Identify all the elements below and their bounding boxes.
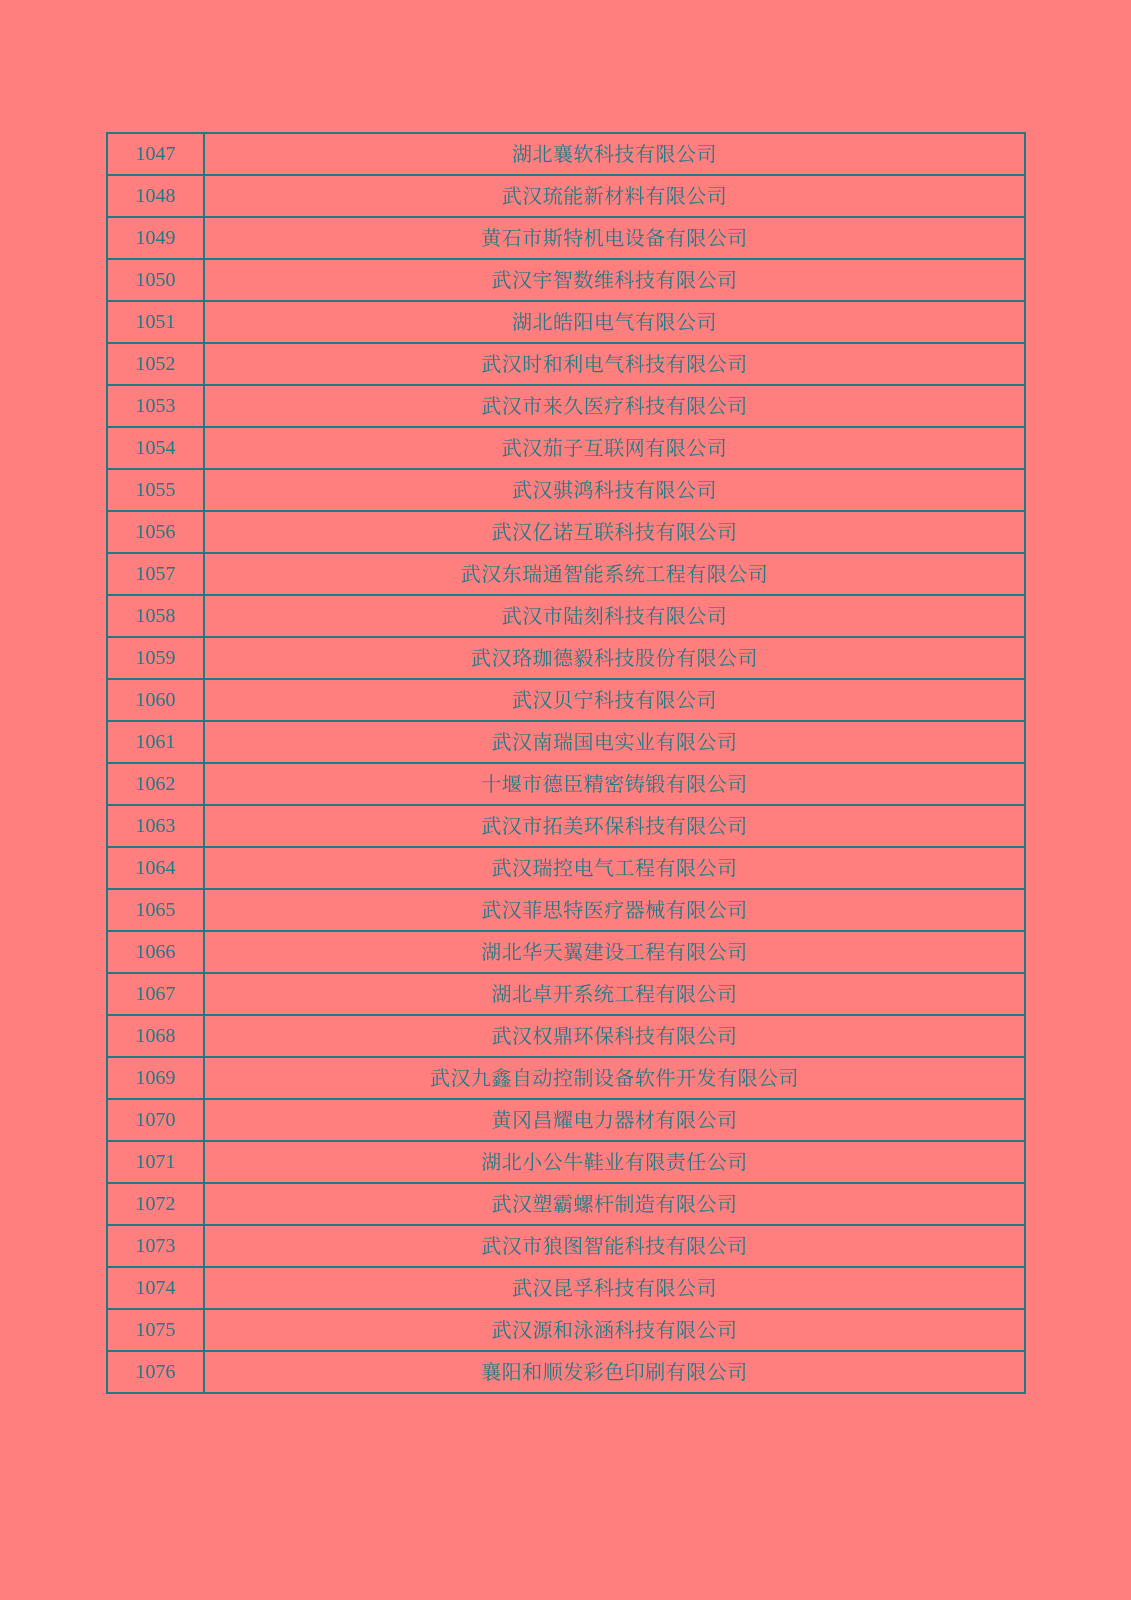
table-row	[107, 889, 1025, 931]
company-name: 武汉贝宁科技有限公司	[204, 679, 1025, 721]
company-name: 武汉琉能新材料有限公司	[204, 175, 1025, 217]
table-row	[107, 595, 1025, 637]
row-number: 1059	[107, 637, 204, 679]
row-number: 1070	[107, 1099, 204, 1141]
table-row	[107, 805, 1025, 847]
company-name: 武汉亿诺互联科技有限公司	[204, 511, 1025, 553]
company-name: 黄石市斯特机电设备有限公司	[204, 217, 1025, 259]
company-name: 湖北华天翼建设工程有限公司	[204, 931, 1025, 973]
row-number: 1068	[107, 1015, 204, 1057]
table-row	[107, 1057, 1025, 1099]
row-number: 1061	[107, 721, 204, 763]
row-number: 1060	[107, 679, 204, 721]
row-number: 1054	[107, 427, 204, 469]
company-name: 湖北襄软科技有限公司	[204, 133, 1025, 175]
company-name: 武汉市陆刻科技有限公司	[204, 595, 1025, 637]
table-row	[107, 973, 1025, 1015]
company-name: 武汉权鼎环保科技有限公司	[204, 1015, 1025, 1057]
table-row	[107, 217, 1025, 259]
company-list-table	[106, 132, 1026, 1394]
company-name: 湖北卓开系统工程有限公司	[204, 973, 1025, 1015]
row-number: 1050	[107, 259, 204, 301]
company-name: 襄阳和顺发彩色印刷有限公司	[204, 1351, 1025, 1393]
row-number: 1072	[107, 1183, 204, 1225]
table-row	[107, 259, 1025, 301]
table-row	[107, 679, 1025, 721]
company-name: 黄冈昌耀电力器材有限公司	[204, 1099, 1025, 1141]
table-row	[107, 385, 1025, 427]
row-number: 1064	[107, 847, 204, 889]
table-row	[107, 469, 1025, 511]
table-row	[107, 1141, 1025, 1183]
row-number: 1074	[107, 1267, 204, 1309]
company-name: 武汉东瑞通智能系统工程有限公司	[204, 553, 1025, 595]
company-name: 武汉塑霸螺杆制造有限公司	[204, 1183, 1025, 1225]
row-number: 1053	[107, 385, 204, 427]
table-row	[107, 847, 1025, 889]
table-row	[107, 931, 1025, 973]
company-name: 武汉九鑫自动控制设备软件开发有限公司	[204, 1057, 1025, 1099]
table-row	[107, 1351, 1025, 1393]
row-number: 1076	[107, 1351, 204, 1393]
company-name: 武汉宇智数维科技有限公司	[204, 259, 1025, 301]
row-number: 1075	[107, 1309, 204, 1351]
document-page	[106, 132, 1024, 1394]
table-row	[107, 1267, 1025, 1309]
row-number: 1073	[107, 1225, 204, 1267]
row-number: 1065	[107, 889, 204, 931]
row-number: 1048	[107, 175, 204, 217]
company-name: 武汉源和泳涵科技有限公司	[204, 1309, 1025, 1351]
row-number: 1067	[107, 973, 204, 1015]
row-number: 1063	[107, 805, 204, 847]
table-row	[107, 301, 1025, 343]
table-row	[107, 343, 1025, 385]
company-name: 湖北皓阳电气有限公司	[204, 301, 1025, 343]
row-number: 1055	[107, 469, 204, 511]
table-row	[107, 1099, 1025, 1141]
table-row	[107, 553, 1025, 595]
row-number: 1066	[107, 931, 204, 973]
table-row	[107, 511, 1025, 553]
company-name: 湖北小公牛鞋业有限责任公司	[204, 1141, 1025, 1183]
company-name: 武汉市狼图智能科技有限公司	[204, 1225, 1025, 1267]
table-row	[107, 1225, 1025, 1267]
table-row	[107, 721, 1025, 763]
company-name: 武汉市来久医疗科技有限公司	[204, 385, 1025, 427]
row-number: 1047	[107, 133, 204, 175]
row-number: 1058	[107, 595, 204, 637]
table-row	[107, 763, 1025, 805]
row-number: 1071	[107, 1141, 204, 1183]
company-name: 武汉时和利电气科技有限公司	[204, 343, 1025, 385]
table-row	[107, 1015, 1025, 1057]
company-name: 武汉市拓美环保科技有限公司	[204, 805, 1025, 847]
company-name: 武汉骐鸿科技有限公司	[204, 469, 1025, 511]
row-number: 1056	[107, 511, 204, 553]
table-row	[107, 1309, 1025, 1351]
table-row	[107, 133, 1025, 175]
company-name: 武汉南瑞国电实业有限公司	[204, 721, 1025, 763]
row-number: 1051	[107, 301, 204, 343]
table-row	[107, 637, 1025, 679]
company-name: 十堰市德臣精密铸锻有限公司	[204, 763, 1025, 805]
row-number: 1049	[107, 217, 204, 259]
row-number: 1052	[107, 343, 204, 385]
company-name: 武汉瑞控电气工程有限公司	[204, 847, 1025, 889]
table-row	[107, 175, 1025, 217]
company-name: 武汉昆孚科技有限公司	[204, 1267, 1025, 1309]
company-name: 武汉珞珈德毅科技股份有限公司	[204, 637, 1025, 679]
table-row	[107, 427, 1025, 469]
row-number: 1062	[107, 763, 204, 805]
company-name: 武汉菲思特医疗器械有限公司	[204, 889, 1025, 931]
table-body	[107, 133, 1025, 1393]
row-number: 1057	[107, 553, 204, 595]
company-name: 武汉茄子互联网有限公司	[204, 427, 1025, 469]
row-number: 1069	[107, 1057, 204, 1099]
table-row	[107, 1183, 1025, 1225]
